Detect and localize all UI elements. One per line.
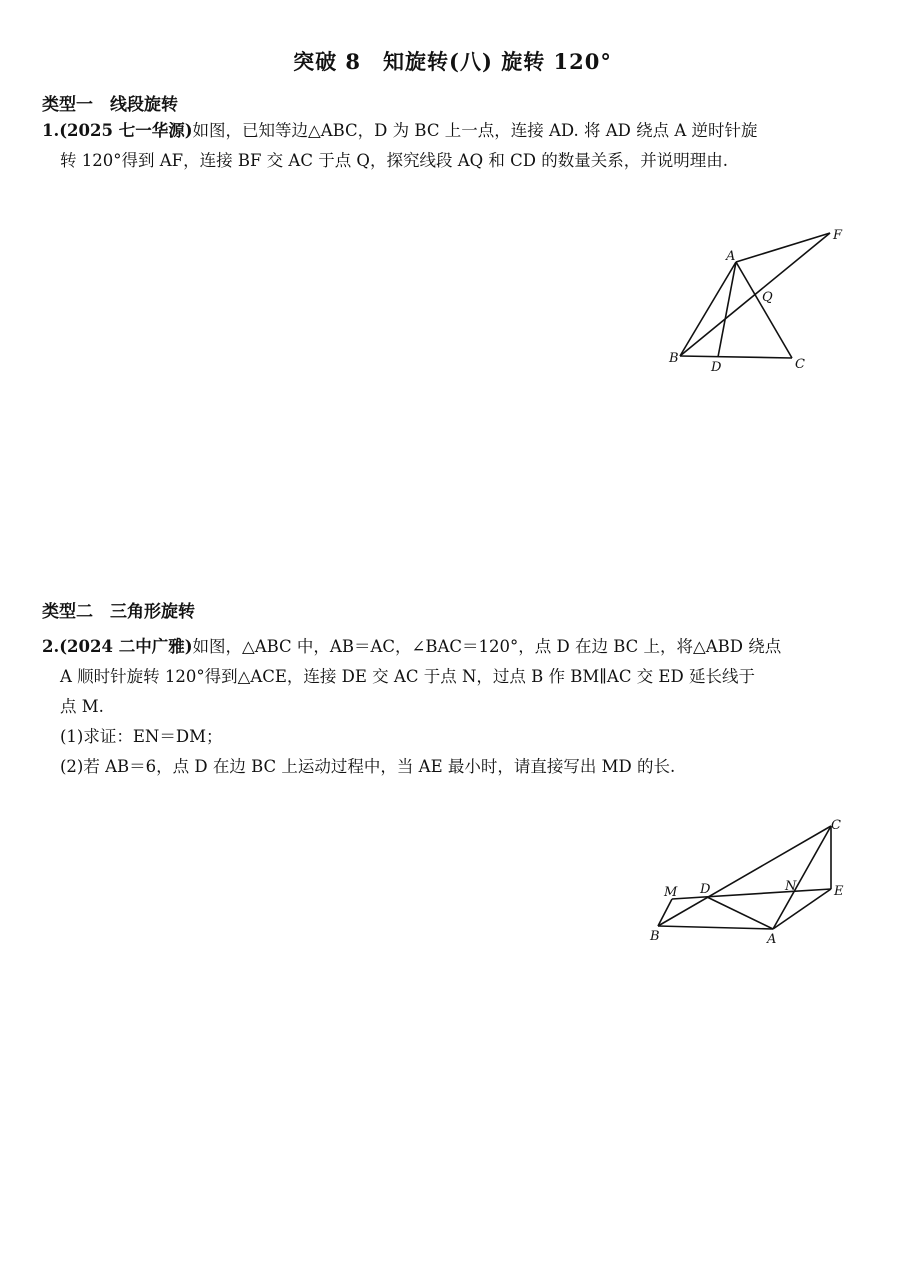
- label-B: B: [669, 351, 679, 366]
- segment-AF: [736, 233, 830, 262]
- problem-2: [42, 632, 852, 782]
- segment-AC: [736, 262, 792, 358]
- label-A: A: [767, 932, 777, 947]
- segment-BC: [658, 826, 831, 926]
- label-C: C: [831, 818, 841, 833]
- label-F: F: [833, 228, 843, 243]
- problem-2-text-3: 点 M.: [60, 697, 104, 716]
- figure-2: [645, 812, 855, 952]
- label-D: D: [700, 882, 711, 897]
- label-N: N: [785, 879, 797, 894]
- problem-2-part-2: (2)若 AB＝6，点 D 在边 BC 上运动过程中，当 AE 最小时，请直接写出 MD 的长.: [60, 757, 676, 776]
- label-C: C: [795, 357, 805, 372]
- problem-2-source: (2024 二中广雅): [59, 637, 193, 656]
- segment-BC: [680, 356, 792, 358]
- problem-2-part-1: (1)求证：EN＝DM；: [60, 727, 223, 746]
- segment-AC: [773, 826, 831, 929]
- label-A: A: [726, 249, 736, 264]
- problem-1-text-1: 如图，已知等边△ABC，D 为 BC 上一点，连接 AD. 将 AD 绕点 A 逆时针旋: [192, 121, 758, 140]
- section-heading-2: 类型二 三角形旋转: [42, 602, 195, 622]
- problem-2-text-2: A 顺时针旋转 120°得到△ACE，连接 DE 交 AC 于点 N，过点 B 作 BM∥AC 交 ED 延长线于: [60, 667, 755, 686]
- problem-1-number: 1.: [42, 121, 60, 140]
- segment-AE: [773, 889, 831, 929]
- label-E: E: [834, 884, 844, 899]
- page-title: 突破 8 知旋转(八) 旋转 120°: [293, 49, 612, 74]
- segment-ME: [672, 889, 831, 899]
- label-M: M: [664, 885, 678, 900]
- problem-1-source: (2025 七一华源): [59, 121, 193, 140]
- label-B: B: [650, 929, 660, 944]
- problem-2-line-1: [42, 632, 852, 662]
- problem-1: [42, 116, 852, 176]
- figure-1: [660, 222, 850, 377]
- problem-1-text-2: 转 120°得到 AF，连接 BF 交 AC 于点 Q，探究线段 AQ 和 CD 的数量关系，并说明理由.: [60, 151, 728, 170]
- problem-2-text-1: 如图，△ABC 中，AB＝AC，∠BAC＝120°，点 D 在边 BC 上，将△ABD 绕点: [192, 637, 782, 656]
- section-heading-1: 类型一 线段旋转: [42, 95, 178, 115]
- problem-2-number: 2.: [42, 637, 60, 656]
- label-Q: Q: [762, 290, 773, 305]
- segment-AD: [707, 897, 773, 929]
- label-D: D: [711, 360, 722, 375]
- problem-1-line-1: [42, 116, 852, 146]
- segment-BA: [658, 926, 773, 929]
